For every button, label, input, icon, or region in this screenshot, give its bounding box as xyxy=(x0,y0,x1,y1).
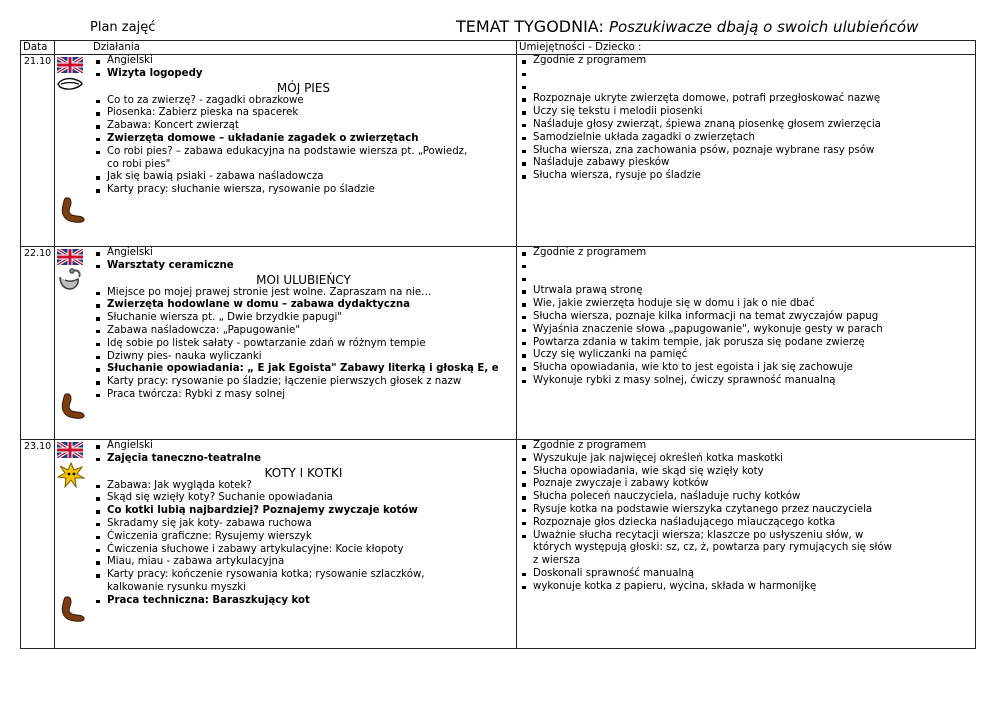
activity-item: Co robi pies? – zabawa edukacyjna na podstawie wiersza pt. „Powiedz, xyxy=(93,146,514,159)
skill-item: Słucha wiersza, poznaje kilka informacji na temat zwyczajów papug xyxy=(519,311,973,324)
activity-item: Karty pracy: rysowanie po śladzie; łączenie pierwszych głosek z nazw xyxy=(93,376,514,389)
activity-item: Ćwiczenia graficzne: Rysujemy wierszyk xyxy=(93,531,514,544)
skill-item: Wyszukuje jak najwięcej określeń kotka maskotki xyxy=(519,453,973,466)
day-row xyxy=(21,55,976,247)
day-skills xyxy=(517,247,976,440)
dog-paw-icon xyxy=(57,391,87,421)
activity-item: Co to za zwierzę? - zagadki obrazkowe xyxy=(93,95,514,108)
skill-item: Rozpoznaje głos dziecka naśladującego miauczącego kotka xyxy=(519,517,973,530)
theme-heading: KOTY I KOTKI xyxy=(264,465,343,480)
skill-list xyxy=(519,440,973,594)
skill-item: z wiersza xyxy=(533,555,581,567)
theme-title xyxy=(456,17,918,36)
activity-item: Praca twórcza: Rybki z masy solnej xyxy=(93,389,514,402)
skill-list xyxy=(519,247,973,388)
activity-item: Miejsce po mojej prawej stronie jest wolne. Zapraszam na nie… xyxy=(93,287,514,300)
activity-item: kalkowanie rysunku myszki xyxy=(107,581,246,593)
activity-item: Skradamy się jak koty- zabawa ruchowa xyxy=(93,518,514,531)
skill-item: Rozpoznaje ukryte zwierzęta domowe, potrafi przegłoskować nazwę xyxy=(519,93,973,106)
skill-item: Zgodnie z programem xyxy=(519,247,973,260)
activity-list xyxy=(93,55,514,197)
skill-item: Uważnie słucha recytacji wiersza; klaszcze po usłyszeniu słów, w xyxy=(519,530,973,543)
activity-list xyxy=(93,440,514,608)
day-skills xyxy=(517,440,976,649)
activity-item: Angielski xyxy=(93,55,514,68)
activity-item: Angielski xyxy=(93,247,514,260)
day-activities xyxy=(55,440,517,649)
skill-item xyxy=(519,260,973,273)
day-activities xyxy=(55,55,517,247)
activity-item: Co kotki lubią najbardziej? Poznajemy zwyczaje kotów xyxy=(93,505,514,518)
skill-item: których występują głoski: sz, cz, ż, powtarza pary rymujących się słów xyxy=(533,542,892,554)
activity-item: Wizyta logopedy xyxy=(93,68,514,81)
activity-item: Warsztaty ceramiczne xyxy=(93,260,514,273)
skill-item: Rysuje kotka na podstawie wierszyka czytanego przez nauczyciela xyxy=(519,504,973,517)
theme-heading: MOI ULUBIEŃCY xyxy=(256,272,351,287)
skill-item xyxy=(519,81,973,94)
skill-item: Zgodnie z programem xyxy=(519,440,973,453)
skill-item: Słucha poleceń nauczyciela, naśladuje ruchy kotków xyxy=(519,491,973,504)
theme-label: TEMAT TYGODNIA: xyxy=(456,17,604,36)
activity-item: Jak się bawią psiaki - zabawa naśladowcza xyxy=(93,171,514,184)
activity-item: Ćwiczenia słuchowe i zabawy artykulacyjne: Kocie kłopoty xyxy=(93,544,514,557)
day-row xyxy=(21,440,976,649)
skill-item: Utrwala prawą stronę xyxy=(519,285,973,298)
plan-title: Plan zajęć xyxy=(90,20,156,35)
col-header-skills: Umiejętności - Dziecko : xyxy=(517,41,976,55)
activity-item: Piosenka: Zabierz pieska na spacerek xyxy=(93,107,514,120)
ceramic-tool-icon xyxy=(57,267,83,291)
skill-item: Wykonuje rybki z masy solnej, ćwiczy sprawność manualną xyxy=(519,375,973,388)
skill-item: Zgodnie z programem xyxy=(519,55,973,68)
activity-item: Zabawa naśladowcza: „Papugowanie" xyxy=(93,325,514,338)
uk-flag-icon xyxy=(57,442,83,458)
skill-item: Słucha wiersza, rysuje po śladzie xyxy=(519,170,973,183)
activity-list xyxy=(93,247,514,402)
skill-item: Wyjaśnia znaczenie słowa „papugowanie", wykonuje gesty w parach xyxy=(519,324,973,337)
skill-item: Naśladuje głosy zwierząt, śpiewa znaną piosenkę głosem zwierzęcia xyxy=(519,119,973,132)
col-header-date: Data xyxy=(21,41,55,55)
activity-item: Zabawa: Jak wygląda kotek? xyxy=(93,480,514,493)
activity-item: Karty pracy: słuchanie wiersza, rysowanie po śladzie xyxy=(93,184,514,197)
plan-table xyxy=(20,40,976,649)
day-date: 22.10 xyxy=(21,247,55,440)
skill-item: Poznaje zwyczaje i zabawy kotków xyxy=(519,478,973,491)
activity-item: Zabawa: Koncert zwierząt xyxy=(93,120,514,133)
day-activities xyxy=(55,247,517,440)
activity-item: Praca techniczna: Baraszkujący kot xyxy=(93,595,514,608)
skill-list xyxy=(519,55,973,183)
skill-item: Doskonali sprawność manualną xyxy=(519,568,973,581)
activity-item: Zwierzęta hodowlane w domu – zabawa dydaktyczna xyxy=(93,299,514,312)
skill-item xyxy=(519,273,973,286)
activity-item: co robi pies" xyxy=(107,158,171,170)
activity-item: Skąd się wzięły koty? Suchanie opowiadania xyxy=(93,492,514,505)
day-row xyxy=(21,247,976,440)
skill-item: Naśladuje zabawy piesków xyxy=(519,157,973,170)
dog-paw-icon xyxy=(57,195,87,225)
skill-item: Słucha wiersza, zna zachowania psów, poznaje wybrane rasy psów xyxy=(519,145,973,158)
activity-item: Zwierzęta domowe – układanie zagadek o zwierzętach xyxy=(93,133,514,146)
page-header xyxy=(0,17,992,42)
activity-item: Angielski xyxy=(93,440,514,453)
activity-item: Zajęcia taneczno-teatralne xyxy=(93,453,514,466)
theme-heading: MÓJ PIES xyxy=(276,80,331,95)
dog-paw-icon xyxy=(57,594,87,624)
uk-flag-icon xyxy=(57,249,83,265)
skill-item: wykonuje kotka z papieru, wycina, składa w harmonijkę xyxy=(519,581,973,594)
skill-item xyxy=(519,68,973,81)
activity-item: Słuchanie opowiadania: „ E jak Egoista" Zabawy literką i głoską E, e xyxy=(93,363,514,376)
uk-flag-icon xyxy=(57,57,83,73)
star-burst-icon xyxy=(57,462,85,488)
skill-item: Słucha opowiadania, wie skąd się wzięły koty xyxy=(519,466,973,479)
skill-item: Powtarza zdania w takim tempie, jak porusza się podane zwierzę xyxy=(519,337,973,350)
skill-item: Słucha opowiadania, wie kto to jest egoista i jak się zachowuje xyxy=(519,362,973,375)
activity-item: Słuchanie wiersza pt. „ Dwie brzydkie papugi" xyxy=(93,312,514,325)
skill-item: Wie, jakie zwierzęta hoduje się w domu i jak o nie dbać xyxy=(519,298,973,311)
theme-value: Poszukiwacze dbają o swoich ulubieńców xyxy=(608,18,919,36)
col-header-activities: Działania xyxy=(55,41,517,55)
day-date: 23.10 xyxy=(21,440,55,649)
day-skills xyxy=(517,55,976,247)
activity-item: Dziwny pies- nauka wyliczanki xyxy=(93,351,514,364)
activity-item: Idę sobie po listek sałaty - powtarzanie zdań w różnym tempie xyxy=(93,338,514,351)
activity-item: Karty pracy: kończenie rysowania kotka; rysowanie szlaczków, xyxy=(93,569,514,582)
skill-item: Samodzielnie układa zagadki o zwierzętach xyxy=(519,132,973,145)
skill-item: Uczy się wyliczanki na pamięć xyxy=(519,349,973,362)
table-header-row xyxy=(21,41,976,55)
skill-item: Uczy się tekstu i melodii piosenki xyxy=(519,106,973,119)
day-date: 21.10 xyxy=(21,55,55,247)
activity-item: Miau, miau - zabawa artykulacyjna xyxy=(93,556,514,569)
mouth-speech-icon xyxy=(57,77,83,93)
